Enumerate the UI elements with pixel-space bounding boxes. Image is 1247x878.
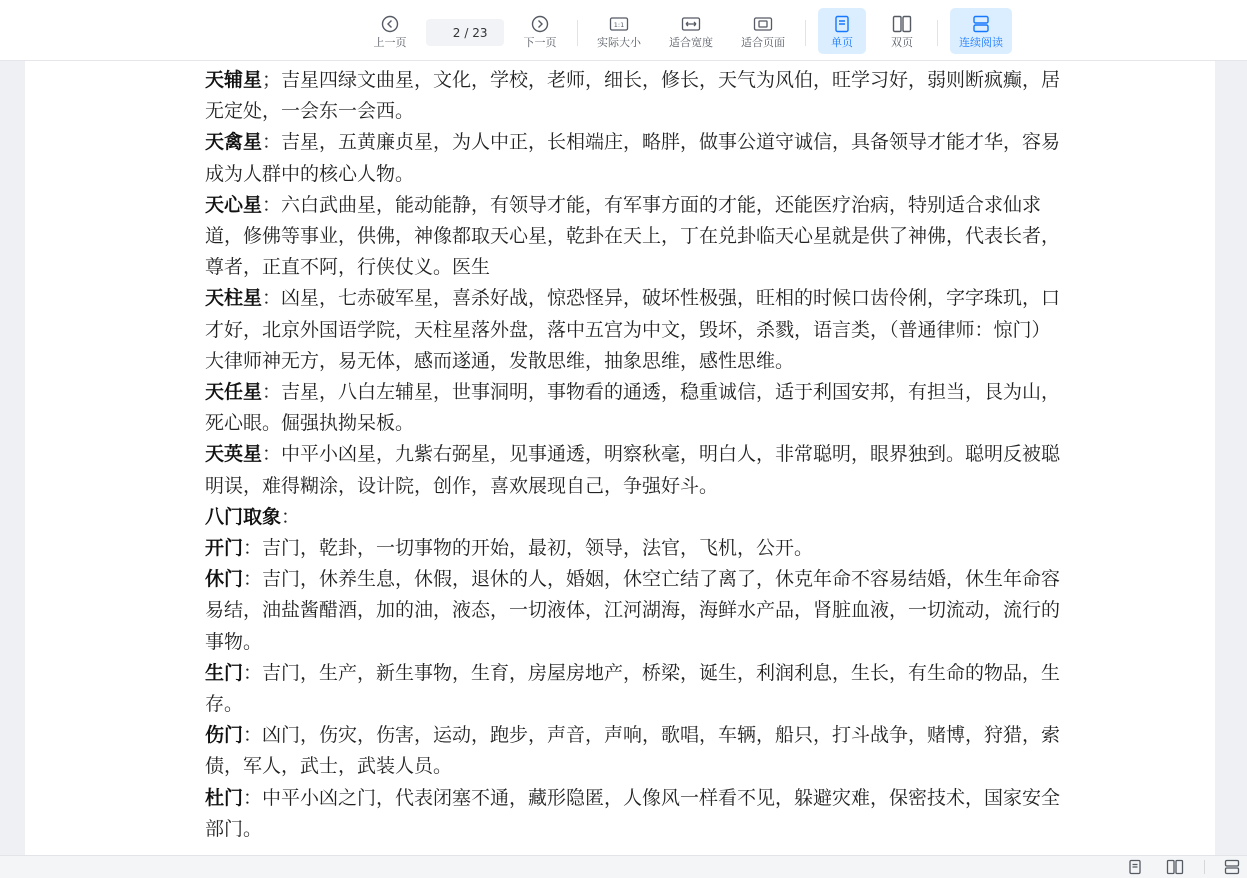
toolbar-divider — [805, 20, 806, 46]
fit-width-icon — [680, 14, 702, 34]
document-content — [205, 65, 1065, 845]
page-indicator — [426, 19, 504, 46]
paragraph-text: 吉星四绿文曲星，文化，学校，老师，细长，修长，天气为风伯，旺学习好，弱则断疯癫，居无定处，一会东一会西。 — [205, 69, 1061, 123]
term-separator: ： — [262, 193, 282, 216]
paragraph — [205, 564, 1065, 658]
viewer-toolbar — [0, 0, 1247, 61]
paragraph — [205, 377, 1065, 439]
toolbar-divider — [937, 20, 938, 46]
term-separator: ： — [243, 661, 263, 684]
single-page-label: 单页 — [831, 36, 853, 49]
prev-page-label: 上一页 — [373, 36, 407, 49]
paragraph — [205, 502, 1065, 533]
next-page-label: 下一页 — [523, 36, 557, 49]
term-heading: 天柱星 — [205, 287, 263, 310]
paragraph — [205, 439, 1065, 501]
term-heading: 天英星 — [205, 443, 263, 466]
actual-size-label: 实际大小 — [597, 36, 641, 49]
term-heading: 开门 — [205, 537, 244, 560]
paragraph-text: 中平小凶之门，代表闭塞不通，藏形隐匿，人像风一样看不见，躲避灾难，保密技术，国家安全部门。 — [205, 786, 1061, 840]
chevron-right-icon — [529, 14, 551, 34]
chevron-left-icon — [379, 14, 401, 34]
term-heading: 天禽星 — [205, 131, 263, 154]
term-heading: 休门 — [205, 568, 244, 591]
term-heading: 生门 — [205, 661, 244, 684]
paragraph — [205, 283, 1065, 377]
paragraph — [205, 190, 1065, 284]
term-separator: ： — [243, 568, 263, 591]
term-heading: 天辅星 — [205, 69, 263, 91]
term-separator: ； — [262, 69, 282, 91]
paragraph — [205, 720, 1065, 782]
term-separator: ： — [243, 786, 263, 809]
term-heading: 杜门 — [205, 786, 244, 809]
paragraph-text: 吉门，生产，新生事物，生育，房屋房地产，桥梁，诞生，利润利息，生长，有生命的物品，生存。 — [205, 661, 1061, 716]
term-separator: ： — [262, 131, 282, 154]
double-page-button[interactable] — [880, 8, 924, 54]
term-separator: ： — [262, 443, 282, 466]
paragraph-text: 凶星，七赤破军星，喜杀好战，惊恐怪异，破坏性极强，旺相的时候口齿伶俐，字字珠玑，口才好，北京外国语学院，天柱星落外盘，落中五宫为中文，毁坏，杀戮，语言类，（普通律师：惊门）大律师神无方，易无体，感而遂通，发散思维，抽象思维，感性思维。 — [205, 287, 1061, 372]
paragraph — [205, 127, 1065, 189]
fit-width-button[interactable] — [664, 8, 718, 54]
paragraph — [205, 658, 1065, 720]
paragraph-text: 六白武曲星，能动能静，有领导才能，有军事方面的才能，还能医疗治病，特别适合求仙求道，修佛等事业，供佛，神像都取天心星，乾卦在天上，丁在兑卦临天心星就是供了神佛，代表长者，尊者，正直不阿，行侠仗义。医生 — [205, 193, 1061, 279]
term-separator: ： — [281, 505, 301, 528]
fit-width-label: 适合宽度 — [669, 36, 713, 49]
paragraph-text: 吉门，乾卦，一切事物的开始，最初，领导，法官，飞机，公开。 — [262, 537, 814, 560]
term-heading: 天心星 — [205, 193, 263, 216]
term-separator: ： — [262, 381, 282, 404]
page-number-input[interactable] — [442, 26, 460, 40]
bottom-divider — [1204, 860, 1205, 874]
term-separator: ： — [262, 287, 282, 310]
term-separator: ： — [243, 724, 263, 747]
term-heading: 伤门 — [205, 724, 244, 747]
total-pages: / 23 — [464, 25, 488, 40]
single-page-view-icon[interactable] — [1126, 859, 1144, 875]
term-heading: 天任星 — [205, 381, 263, 404]
bottom-bar — [0, 855, 1247, 878]
paragraph — [205, 65, 1065, 127]
single-page-icon — [831, 14, 853, 34]
paragraph-text: 吉星，八白左辅星，世事洞明，事物看的通透，稳重诚信，适于利国安邦，有担当，艮为山，死心眼。倔强执拗呆板。 — [205, 381, 1061, 435]
paragraph-text: 凶门，伤灾，伤害，运动，跑步，声音，声响，歌唱，车辆，船只，打斗战争，赌博，狩猎，索债，军人，武士，武装人员。 — [205, 724, 1061, 778]
actual-size-icon — [608, 14, 630, 34]
fit-page-label: 适合页面 — [741, 36, 785, 49]
paragraph-text: 吉门，休养生息，休假，退休的人，婚姻，休空亡结了离了，休克年命不容易结婚，休生年命容易结，油盐酱醋酒，加的油，液态，一切液体，江河湖海，海鲜水产品，肾脏血液，一切流动，流行的事物。 — [205, 568, 1061, 653]
next-page-button[interactable] — [518, 8, 562, 54]
paragraph — [205, 533, 1065, 564]
term-separator: ： — [243, 537, 263, 560]
paragraph-text: 中平小凶星，九紫右弼星，见事通透，明察秋毫，明白人，非常聪明，眼界独到。聪明反被聪明误，难得糊涂，设计院，创作，喜欢展现自己，争强好斗。 — [205, 443, 1061, 497]
continuous-reading-icon — [970, 14, 992, 34]
continuous-view-icon[interactable] — [1223, 859, 1241, 875]
fit-page-button[interactable] — [736, 8, 790, 54]
single-page-button[interactable] — [818, 8, 866, 54]
actual-size-button[interactable] — [592, 8, 646, 54]
double-page-label: 双页 — [891, 36, 913, 49]
toolbar-divider — [577, 20, 578, 46]
continuous-reading-label: 连续阅读 — [959, 36, 1003, 49]
paragraph — [205, 783, 1065, 845]
double-page-icon — [891, 14, 913, 34]
paragraph-text: 吉星，五黄廉贞星，为人中正，长相端庄，略胖，做事公道守诚信，具备领导才能才华，容易成为人群中的核心人物。 — [205, 131, 1061, 185]
document-page — [25, 60, 1215, 855]
double-page-view-icon[interactable] — [1166, 859, 1184, 875]
fit-page-icon — [752, 14, 774, 34]
continuous-reading-button[interactable] — [950, 8, 1012, 54]
prev-page-button[interactable] — [368, 8, 412, 54]
term-heading: 八门取象 — [205, 505, 282, 528]
svg-text:1:1: 1:1 — [613, 21, 625, 29]
